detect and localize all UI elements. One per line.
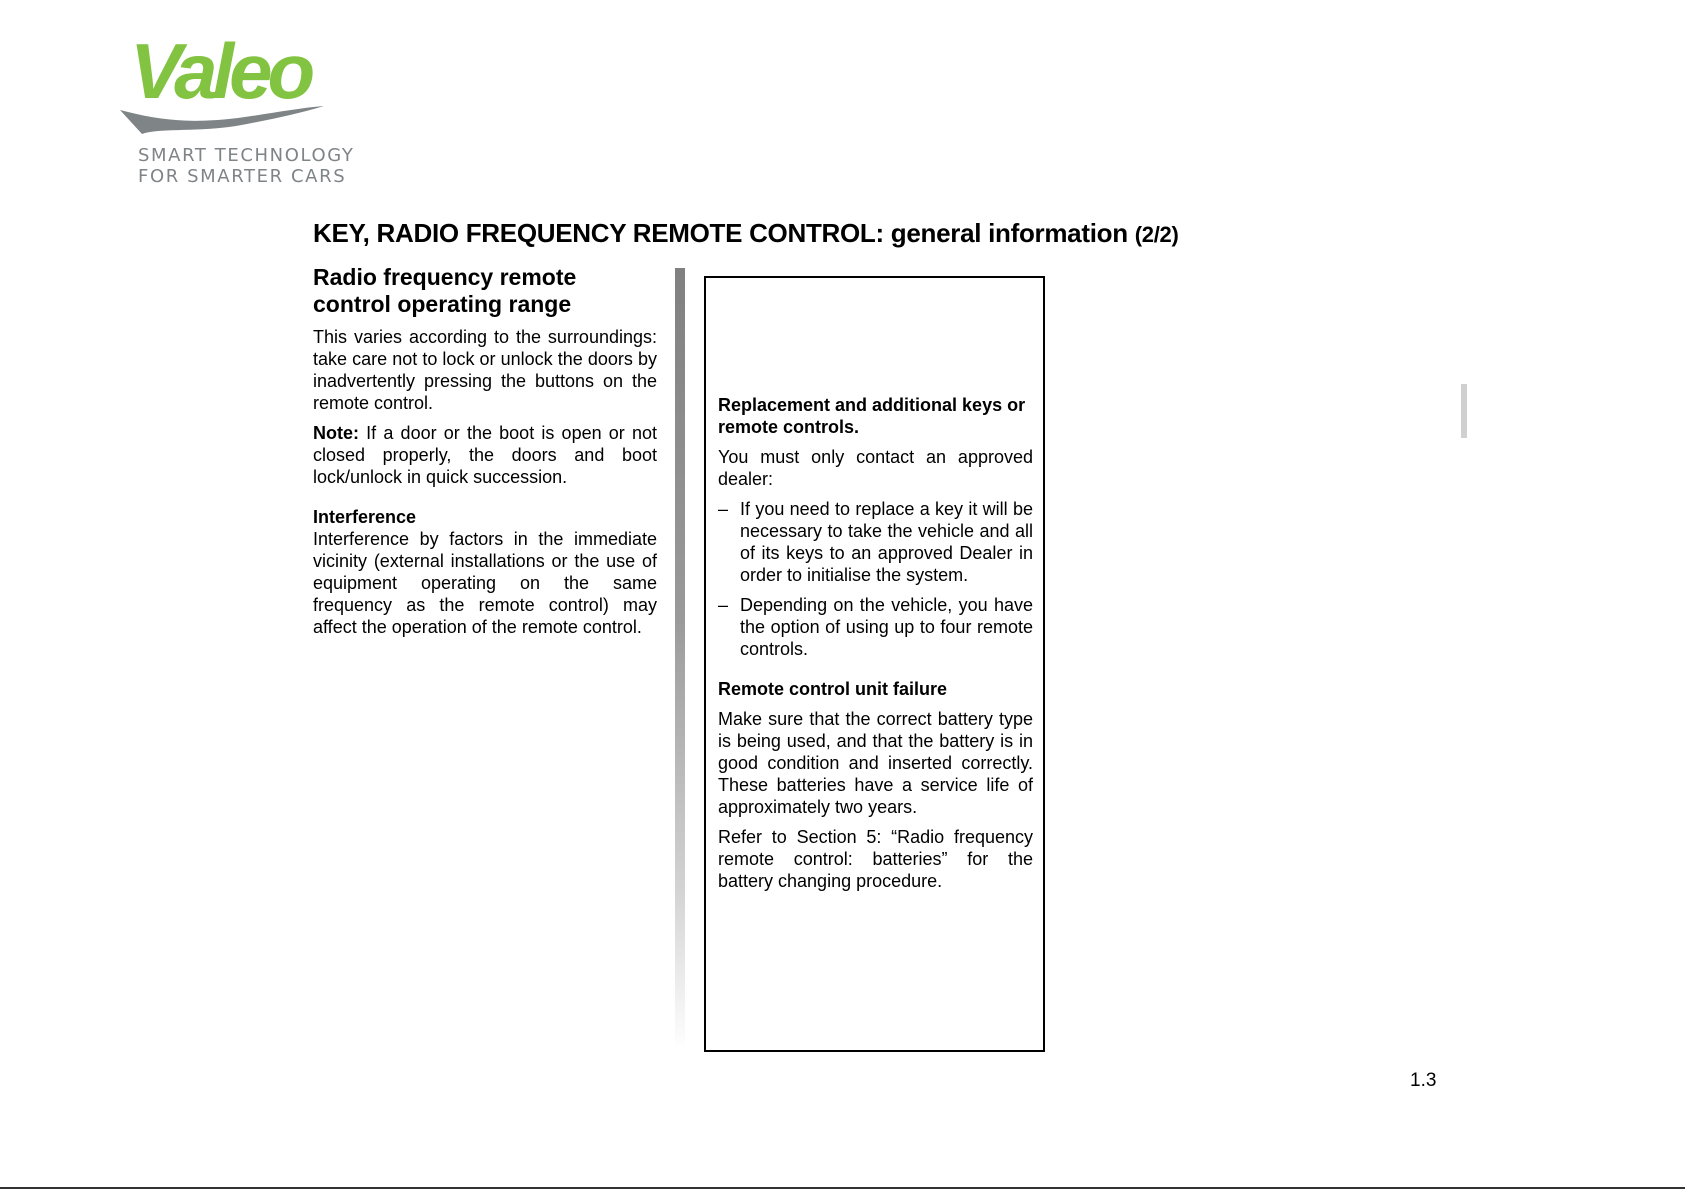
- logo-swoosh-icon: [118, 98, 328, 138]
- interference-text: Interference by factors in the immediate vicinity (external installations or the use of equipment operating on the same frequency as the remote control) may affect the operation of the remote control.: [313, 529, 657, 637]
- logo-tagline-line1: SMART TECHNOLOGY: [138, 145, 355, 166]
- replacement-list: [718, 498, 1033, 660]
- page-number: 1.3: [1410, 1070, 1437, 1091]
- note-text: If a door or the boot is open or not closed properly, the doors and boot lock/unlock in quick succession.: [313, 423, 657, 487]
- dash-bullet: –: [718, 499, 729, 519]
- note-label: Note:: [313, 423, 359, 443]
- operating-range-text: This varies according to the surroundings: take care not to lock or unlock the doors by inadvertently pressing the buttons on the remote control.: [313, 327, 657, 413]
- page-title-main: KEY, RADIO FREQUENCY REMOTE CONTROL: general information: [313, 218, 1128, 248]
- replacement-intro: You must only contact an approved dealer:: [718, 447, 1033, 489]
- info-box: [704, 276, 1045, 1052]
- logo-wordmark: Valeo: [130, 27, 311, 115]
- failure-text: Make sure that the correct battery type is being used, and that the battery is in good condition and inserted correctly. These batteries have a service life of approximately two years.: [718, 709, 1033, 817]
- dash-bullet: –: [718, 595, 729, 615]
- list-item: [718, 498, 1033, 586]
- column-divider-bar: [675, 268, 685, 1050]
- logo-tagline-line2: FOR SMARTER CARS: [138, 166, 347, 187]
- page-title: [313, 218, 1178, 249]
- note-paragraph: [313, 422, 657, 488]
- info-box-content: [718, 394, 1033, 900]
- failure-heading: Remote control unit failure: [718, 679, 948, 699]
- page-title-suffix: (2/2): [1134, 222, 1179, 247]
- valeo-logo: [118, 27, 355, 192]
- refer-text: Refer to Section 5: “Radio frequency remote control: batteries” for the battery changing procedure.: [718, 827, 1033, 891]
- replacement-keys-heading: Replacement and additional keys or remote controls.: [718, 395, 1026, 437]
- margin-marker: [1461, 384, 1467, 438]
- left-column: [313, 264, 657, 646]
- list-item: [718, 594, 1033, 660]
- logo-tagline: [138, 145, 355, 187]
- list-item-text: If you need to replace a key it will be necessary to take the vehicle and all of its keys to an approved Dealer in order to initialise the system.: [740, 499, 1033, 585]
- list-item-text: Depending on the vehicle, you have the option of using up to four remote controls.: [740, 595, 1033, 659]
- interference-heading: Interference: [313, 507, 417, 527]
- operating-range-heading: Radio frequency remote control operating range: [313, 264, 577, 317]
- bottom-rule: [0, 1187, 1685, 1189]
